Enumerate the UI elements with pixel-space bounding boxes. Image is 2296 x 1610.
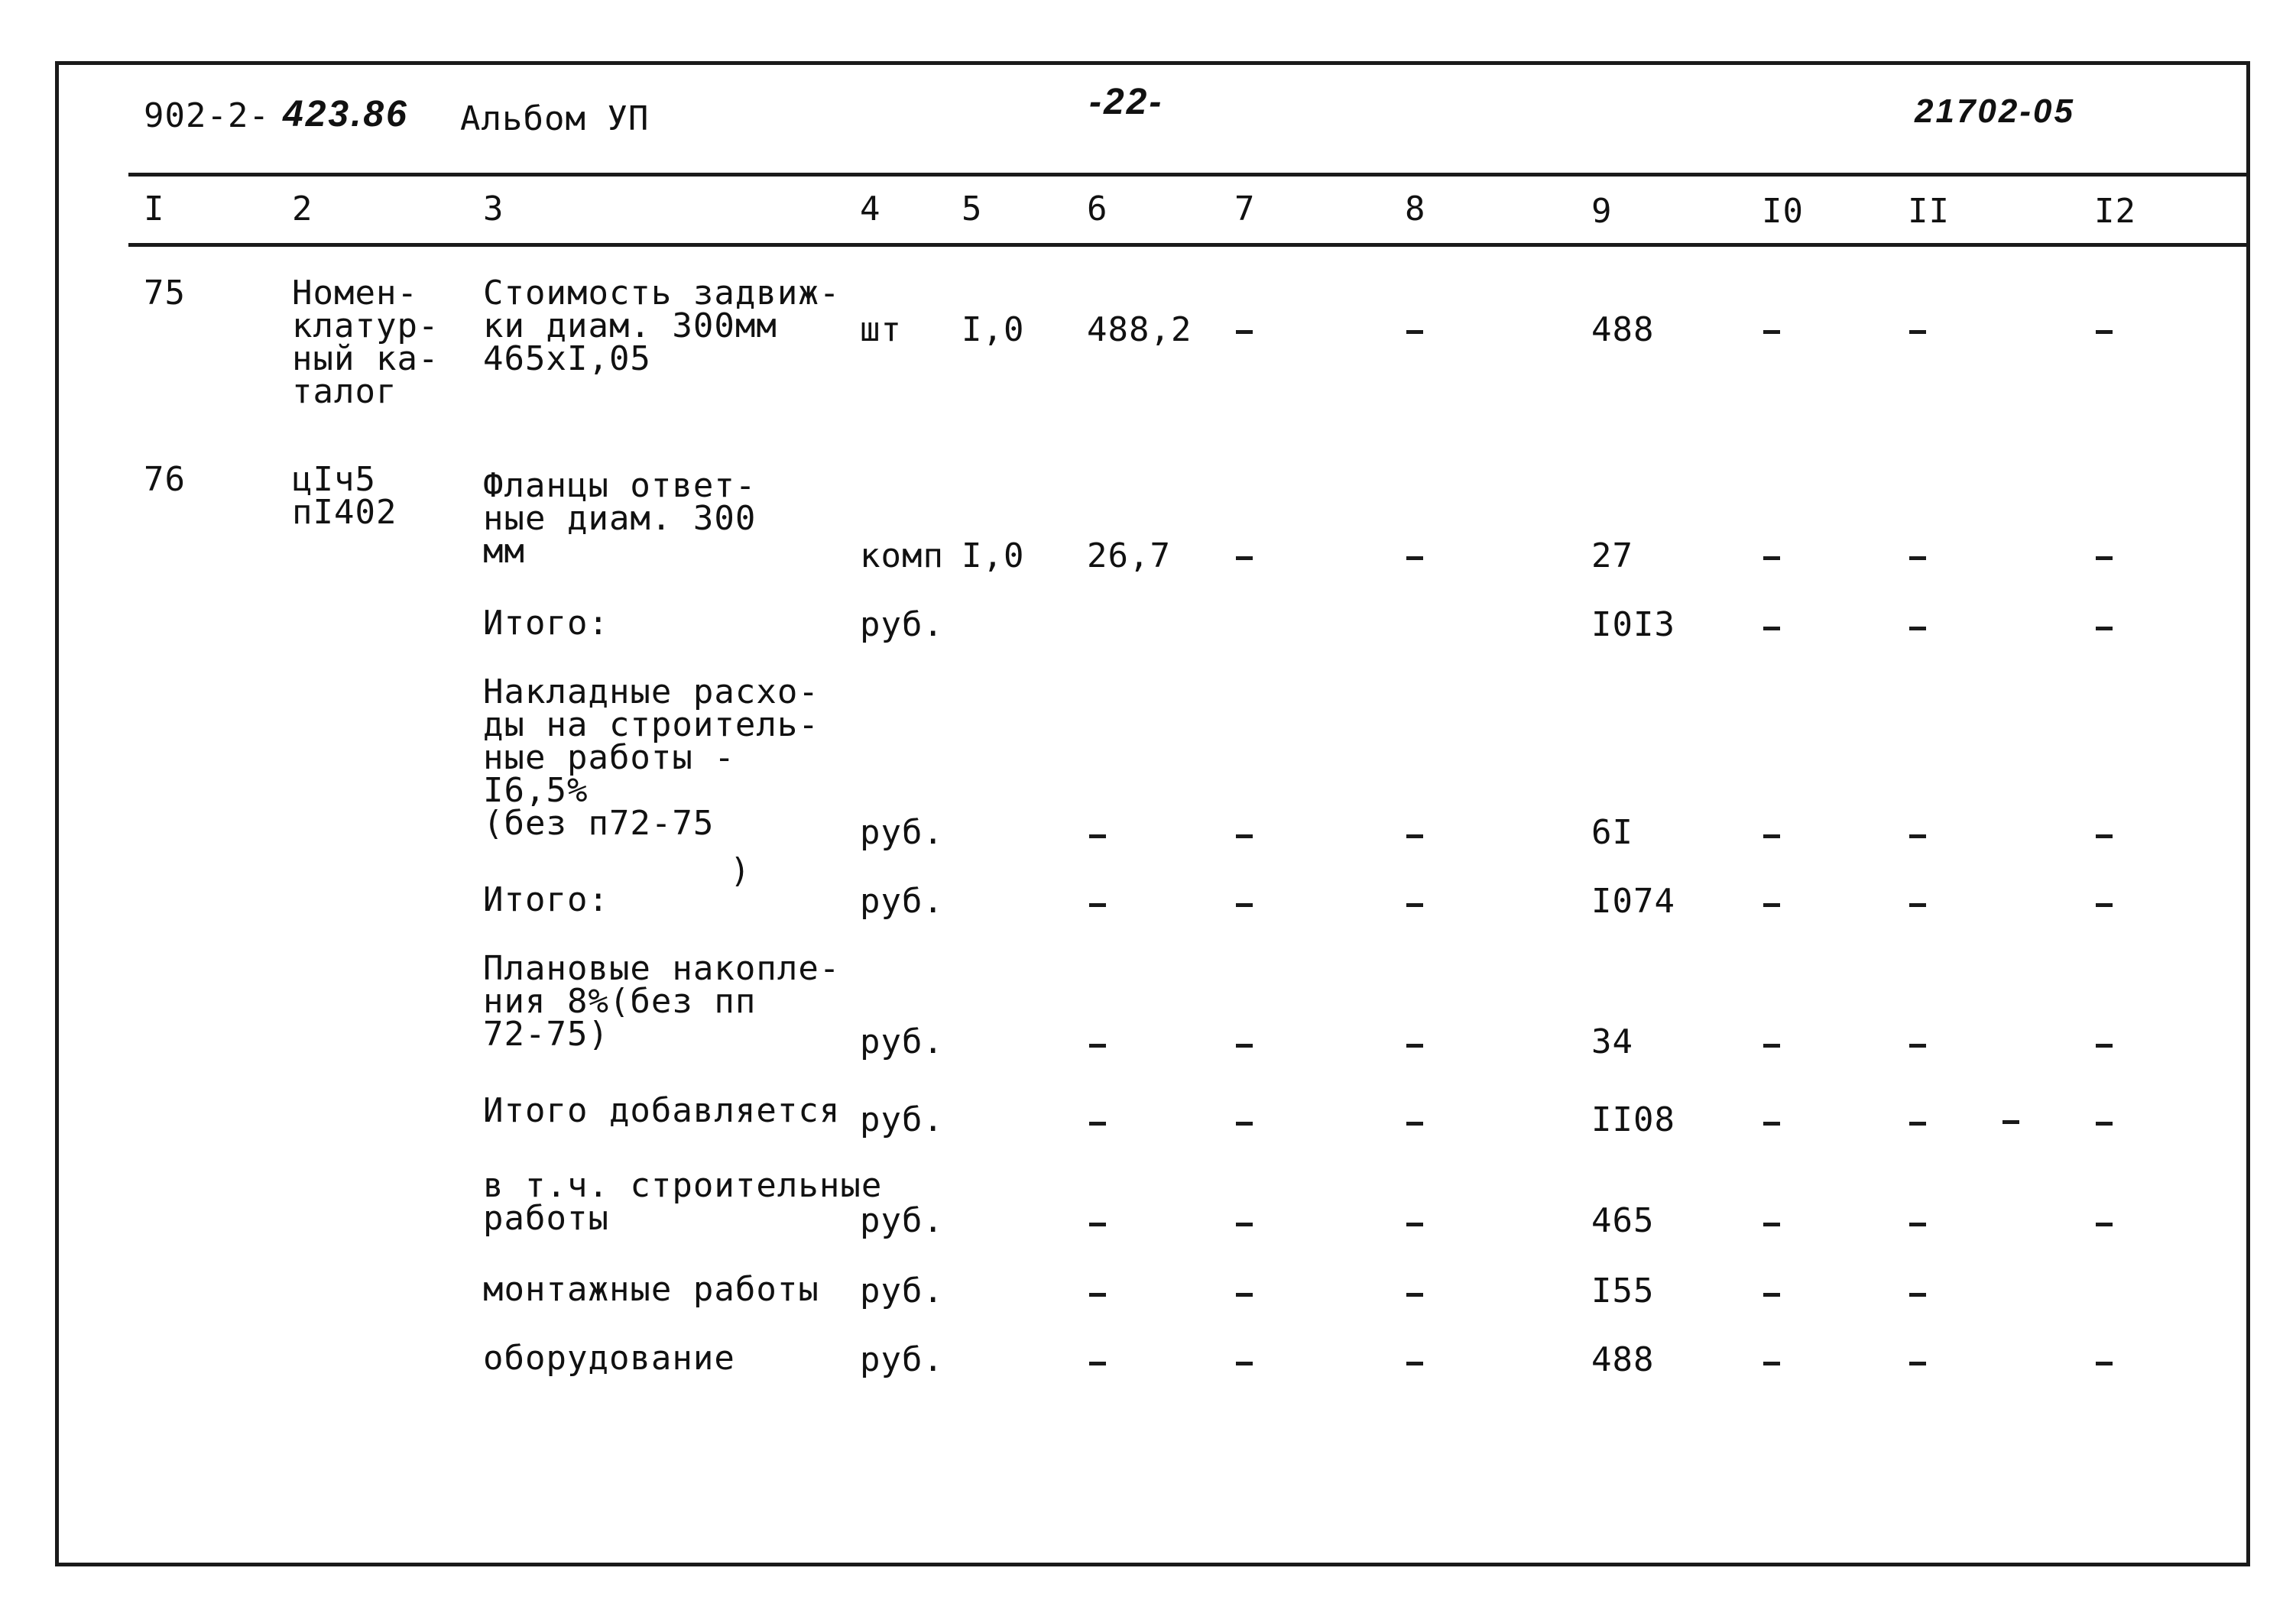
row-75-total: 488 [1591,310,1655,349]
overhead-total: 6I [1591,813,1633,852]
construction-col12-dash [2096,1223,2113,1226]
equipment-unit: руб. [860,1340,944,1379]
col-header-6: 6 [1087,190,1108,228]
savings-description: Плановые накопле- ния 8%(без пп 72-75) [483,949,841,1054]
total-added-total: II08 [1591,1100,1675,1139]
installation-col10-dash [1763,1293,1780,1297]
overhead-col8-dash [1406,834,1423,838]
stamp-number: 21702-05 [1915,92,2075,130]
header-rule [128,173,2250,177]
row-75-col10-dash [1763,330,1780,334]
construction-col6-dash [1089,1223,1106,1226]
subtotal-1-col10-dash [1763,627,1780,630]
subtotal-2-col7-dash [1236,903,1253,907]
col-header-11: II [1908,192,1950,231]
overhead-closing-paren: ) [730,851,751,890]
construction-col10-dash [1763,1223,1780,1226]
row-75-col11-dash [1909,330,1926,334]
savings-col6-dash [1089,1044,1106,1048]
total-added-unit: руб. [860,1100,944,1139]
construction-col7-dash [1236,1223,1253,1226]
col-header-7: 7 [1234,190,1256,228]
row-75-source: Номен- клатур- ный ка- талог [292,274,439,411]
row-76-col12-dash [2096,556,2113,560]
total-added-extra-dash [2003,1120,2019,1124]
total-added-col10-dash [1763,1122,1780,1126]
installation-col11-dash [1909,1293,1926,1297]
total-added-col6-dash [1089,1122,1106,1126]
row-75-col12-dash [2096,330,2113,334]
equipment-col10-dash [1763,1362,1780,1365]
page-number: -22- [1089,82,1164,122]
subtotal-2-col11-dash [1909,903,1926,907]
equipment-col6-dash [1089,1362,1106,1365]
row-75-quantity: I,0 [962,310,1025,349]
overhead-col11-dash [1909,834,1926,838]
construction-unit: руб. [860,1201,944,1240]
subtotal-2-col10-dash [1763,903,1780,907]
row-76-col8-dash [1406,556,1423,560]
album-label: Альбом УП [460,99,650,138]
column-header-rule [128,243,2250,247]
total-added-col8-dash [1406,1122,1423,1126]
savings-col8-dash [1406,1044,1423,1048]
row-76-total: 27 [1591,536,1633,575]
equipment-col8-dash [1406,1362,1423,1365]
row-75-description: Стоимость задвиж- ки диам. 300мм 465хI,05 [483,274,841,378]
subtotal-2-col8-dash [1406,903,1423,907]
row-76-source: цIч5 пI402 [292,460,397,532]
row-76-col10-dash [1763,556,1780,560]
row-75-unit: шт [860,310,902,349]
construction-description: в т.ч. строительные работы [483,1166,883,1238]
row-76-quantity: I,0 [962,536,1025,575]
subtotal-2-label: Итого: [483,880,609,919]
row-75-number: 75 [144,274,186,313]
col-header-12: I2 [2094,192,2136,231]
equipment-total: 488 [1591,1340,1655,1379]
overhead-col10-dash [1763,834,1780,838]
installation-label: монтажные работы [483,1270,819,1309]
col-header-8: 8 [1405,190,1426,228]
subtotal-1-total: I0I3 [1591,605,1675,644]
equipment-col12-dash [2096,1362,2113,1365]
subtotal-1-col11-dash [1909,627,1926,630]
col-header-4: 4 [860,190,881,228]
row-75-col8-dash [1406,330,1423,334]
savings-col11-dash [1909,1044,1926,1048]
subtotal-1-label: Итого: [483,604,609,643]
doc-code-suffix: 423.86 [283,94,409,134]
col-header-1: I [144,190,165,228]
overhead-description: Накладные расхо- ды на строитель- ные работы - I6,5% (без п72-75 [483,672,819,843]
savings-col7-dash [1236,1044,1253,1048]
construction-col11-dash [1909,1223,1926,1226]
savings-col12-dash [2096,1044,2113,1048]
total-added-col11-dash [1909,1122,1926,1126]
row-76-price: 26,7 [1087,536,1171,575]
row-76-description: Фланцы ответ- ные диам. 300 мм [483,466,757,571]
construction-total: 465 [1591,1201,1655,1240]
overhead-col6-dash [1089,834,1106,838]
total-added-col12-dash [2096,1122,2113,1126]
row-75-col7-dash [1236,330,1253,334]
total-added-label: Итого добавляется [483,1091,841,1130]
doc-code-prefix: 902-2- [144,96,270,135]
installation-col7-dash [1236,1293,1253,1297]
col-header-9: 9 [1591,192,1613,231]
subtotal-2-col6-dash [1089,903,1106,907]
equipment-col7-dash [1236,1362,1253,1365]
overhead-col12-dash [2096,834,2113,838]
row-76-unit: комп [860,536,944,575]
installation-col6-dash [1089,1293,1106,1297]
overhead-unit: руб. [860,813,944,852]
row-75-price: 488,2 [1087,310,1192,349]
equipment-label: оборудование [483,1339,735,1378]
col-header-10: I0 [1762,192,1804,231]
subtotal-1-col12-dash [2096,627,2113,630]
subtotal-2-col12-dash [2096,903,2113,907]
equipment-col11-dash [1909,1362,1926,1365]
savings-total: 34 [1591,1022,1633,1061]
col-header-5: 5 [962,190,983,228]
installation-col8-dash [1406,1293,1423,1297]
row-76-col7-dash [1236,556,1253,560]
installation-unit: руб. [860,1271,944,1310]
subtotal-2-total: I074 [1591,882,1675,921]
total-added-col7-dash [1236,1122,1253,1126]
row-76-number: 76 [144,460,186,499]
savings-unit: руб. [860,1022,944,1061]
construction-col8-dash [1406,1223,1423,1226]
subtotal-2-unit: руб. [860,882,944,921]
subtotal-1-unit: руб. [860,605,944,644]
row-76-col11-dash [1909,556,1926,560]
col-header-3: 3 [483,190,504,228]
col-header-2: 2 [292,190,313,228]
savings-col10-dash [1763,1044,1780,1048]
installation-total: I55 [1591,1271,1655,1310]
overhead-col7-dash [1236,834,1253,838]
